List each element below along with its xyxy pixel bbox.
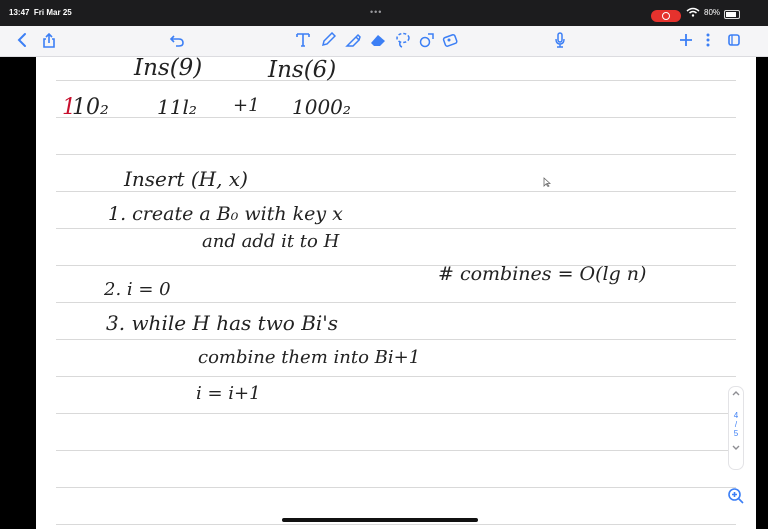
zoom-in-icon[interactable] bbox=[727, 487, 745, 505]
ruled-line bbox=[56, 413, 736, 414]
chevron-up-icon[interactable] bbox=[729, 389, 743, 399]
highlighter-icon[interactable] bbox=[342, 29, 364, 51]
text-tool-icon[interactable] bbox=[292, 29, 314, 51]
handwriting-ins6: Ins(6) bbox=[268, 57, 337, 83]
add-icon[interactable] bbox=[676, 29, 696, 51]
undo-icon[interactable] bbox=[166, 29, 188, 51]
ruled-line bbox=[56, 487, 736, 488]
ruled-line bbox=[56, 302, 736, 303]
share-icon[interactable] bbox=[38, 29, 60, 51]
pages-icon[interactable] bbox=[724, 29, 744, 51]
ruled-line bbox=[56, 154, 736, 155]
handwriting-step3b: combine them into Bi+1 bbox=[198, 347, 421, 368]
handwriting-insert-title: Insert (H, x) bbox=[124, 167, 248, 191]
notes-toolbar bbox=[0, 26, 768, 57]
chevron-down-icon[interactable] bbox=[729, 444, 743, 454]
ruled-line bbox=[56, 191, 736, 192]
handwriting-step3c: i = i+1 bbox=[196, 383, 261, 404]
handwriting-step3: 3. while H has two Bi's bbox=[106, 311, 339, 335]
handwriting-step2: 2. i = 0 bbox=[104, 279, 171, 300]
lasso-icon[interactable] bbox=[392, 29, 414, 51]
handwriting-step1b: and add it to H bbox=[202, 231, 340, 252]
shapes-icon[interactable] bbox=[416, 29, 438, 51]
ruled-line bbox=[56, 524, 736, 525]
handwriting-binary-111: 11l₂ bbox=[157, 95, 197, 119]
handwriting-red-one: 1 bbox=[62, 95, 76, 120]
note-page[interactable] bbox=[36, 57, 756, 529]
home-indicator[interactable] bbox=[282, 518, 478, 522]
more-icon[interactable] bbox=[700, 29, 716, 51]
battery-percent: 80% bbox=[704, 8, 721, 17]
image-icon[interactable] bbox=[440, 29, 462, 51]
handwriting-ins9: Ins(9) bbox=[134, 55, 203, 81]
page-number: 4 / 5 bbox=[733, 411, 739, 438]
status-time: 13:47 Fri Mar 25 bbox=[9, 8, 72, 17]
ruled-line bbox=[56, 376, 736, 377]
multitask-dots[interactable]: ••• bbox=[370, 7, 383, 17]
handwriting-step1: 1. create a B₀ with key x bbox=[108, 203, 343, 225]
handwriting-plus-one: +1 bbox=[233, 95, 260, 116]
page-navigator[interactable] bbox=[728, 386, 744, 470]
eraser-icon[interactable] bbox=[366, 29, 390, 51]
handwriting-combines-note: # combines = O(lg n) bbox=[438, 263, 647, 285]
wifi-icon bbox=[686, 7, 700, 19]
ruled-line bbox=[56, 228, 736, 229]
back-icon[interactable] bbox=[12, 29, 32, 51]
battery-icon bbox=[724, 10, 740, 19]
screen-record-indicator[interactable] bbox=[651, 10, 681, 22]
ruled-line bbox=[56, 339, 736, 340]
handwriting-binary-1000: 1000₂ bbox=[292, 95, 351, 119]
pen-icon[interactable] bbox=[317, 29, 339, 51]
mic-icon[interactable] bbox=[550, 29, 570, 51]
handwriting-binary-110: 10₂ bbox=[72, 95, 109, 120]
ruled-line bbox=[56, 450, 736, 451]
status-bar bbox=[0, 0, 768, 26]
pointer-icon bbox=[543, 177, 551, 187]
